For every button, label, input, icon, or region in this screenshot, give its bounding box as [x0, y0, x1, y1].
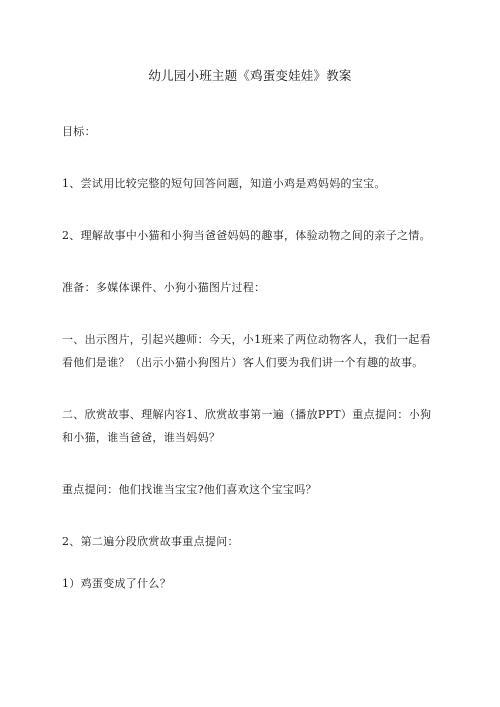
- paragraph-line: 和小猫，谁当爸爸，谁当妈妈？: [62, 431, 221, 444]
- paragraph-line: 2、第二遍分段欣赏故事重点提问：: [62, 535, 239, 548]
- paragraph-step-2: [62, 403, 442, 449]
- paragraph-line: 1、尝试用比较完整的短句回答问题，知道小鸡是鸡妈妈的宝宝。: [62, 177, 386, 190]
- document-title: 幼儿园小班主题《鸡蛋变娃娃》教案: [148, 68, 352, 83]
- paragraph-line: 一、出示图片，引起兴趣师：今天，小1班来了两位动物客人，我们一起看: [62, 333, 431, 346]
- paragraph-line: 目标：: [62, 125, 96, 138]
- paragraph-line: 2、理解故事中小猫和小狗当爸爸妈妈的趣事，体验动物之间的亲子之情。: [62, 229, 431, 242]
- paragraph-second-reading: [62, 530, 442, 553]
- paragraph-goal-1: [62, 172, 442, 195]
- paragraph-line: 看他们是谁？（出示小猫小狗图片）客人们要为我们讲一个有趣的故事。: [62, 356, 424, 369]
- paragraph-goal-2: [62, 224, 442, 247]
- paragraph-line: 准备：多媒体课件、小狗小猫图片过程：: [62, 281, 266, 294]
- paragraph-question-1: [62, 572, 442, 595]
- paragraph-line: 重点提问：他们找谁当宝宝?他们喜欢这个宝宝吗？: [62, 483, 317, 496]
- paragraph-line: 1）鸡蛋变成了什么？: [62, 577, 171, 590]
- paragraph-key-question: [62, 478, 442, 501]
- paragraph-line: 二、欣赏故事、理解内容1、欣赏故事第一遍（播放PPT）重点提问：小狗: [62, 408, 432, 421]
- paragraph-step-1: [62, 328, 442, 374]
- paragraph-goal-heading: [62, 120, 442, 143]
- paragraph-preparation: [62, 276, 442, 299]
